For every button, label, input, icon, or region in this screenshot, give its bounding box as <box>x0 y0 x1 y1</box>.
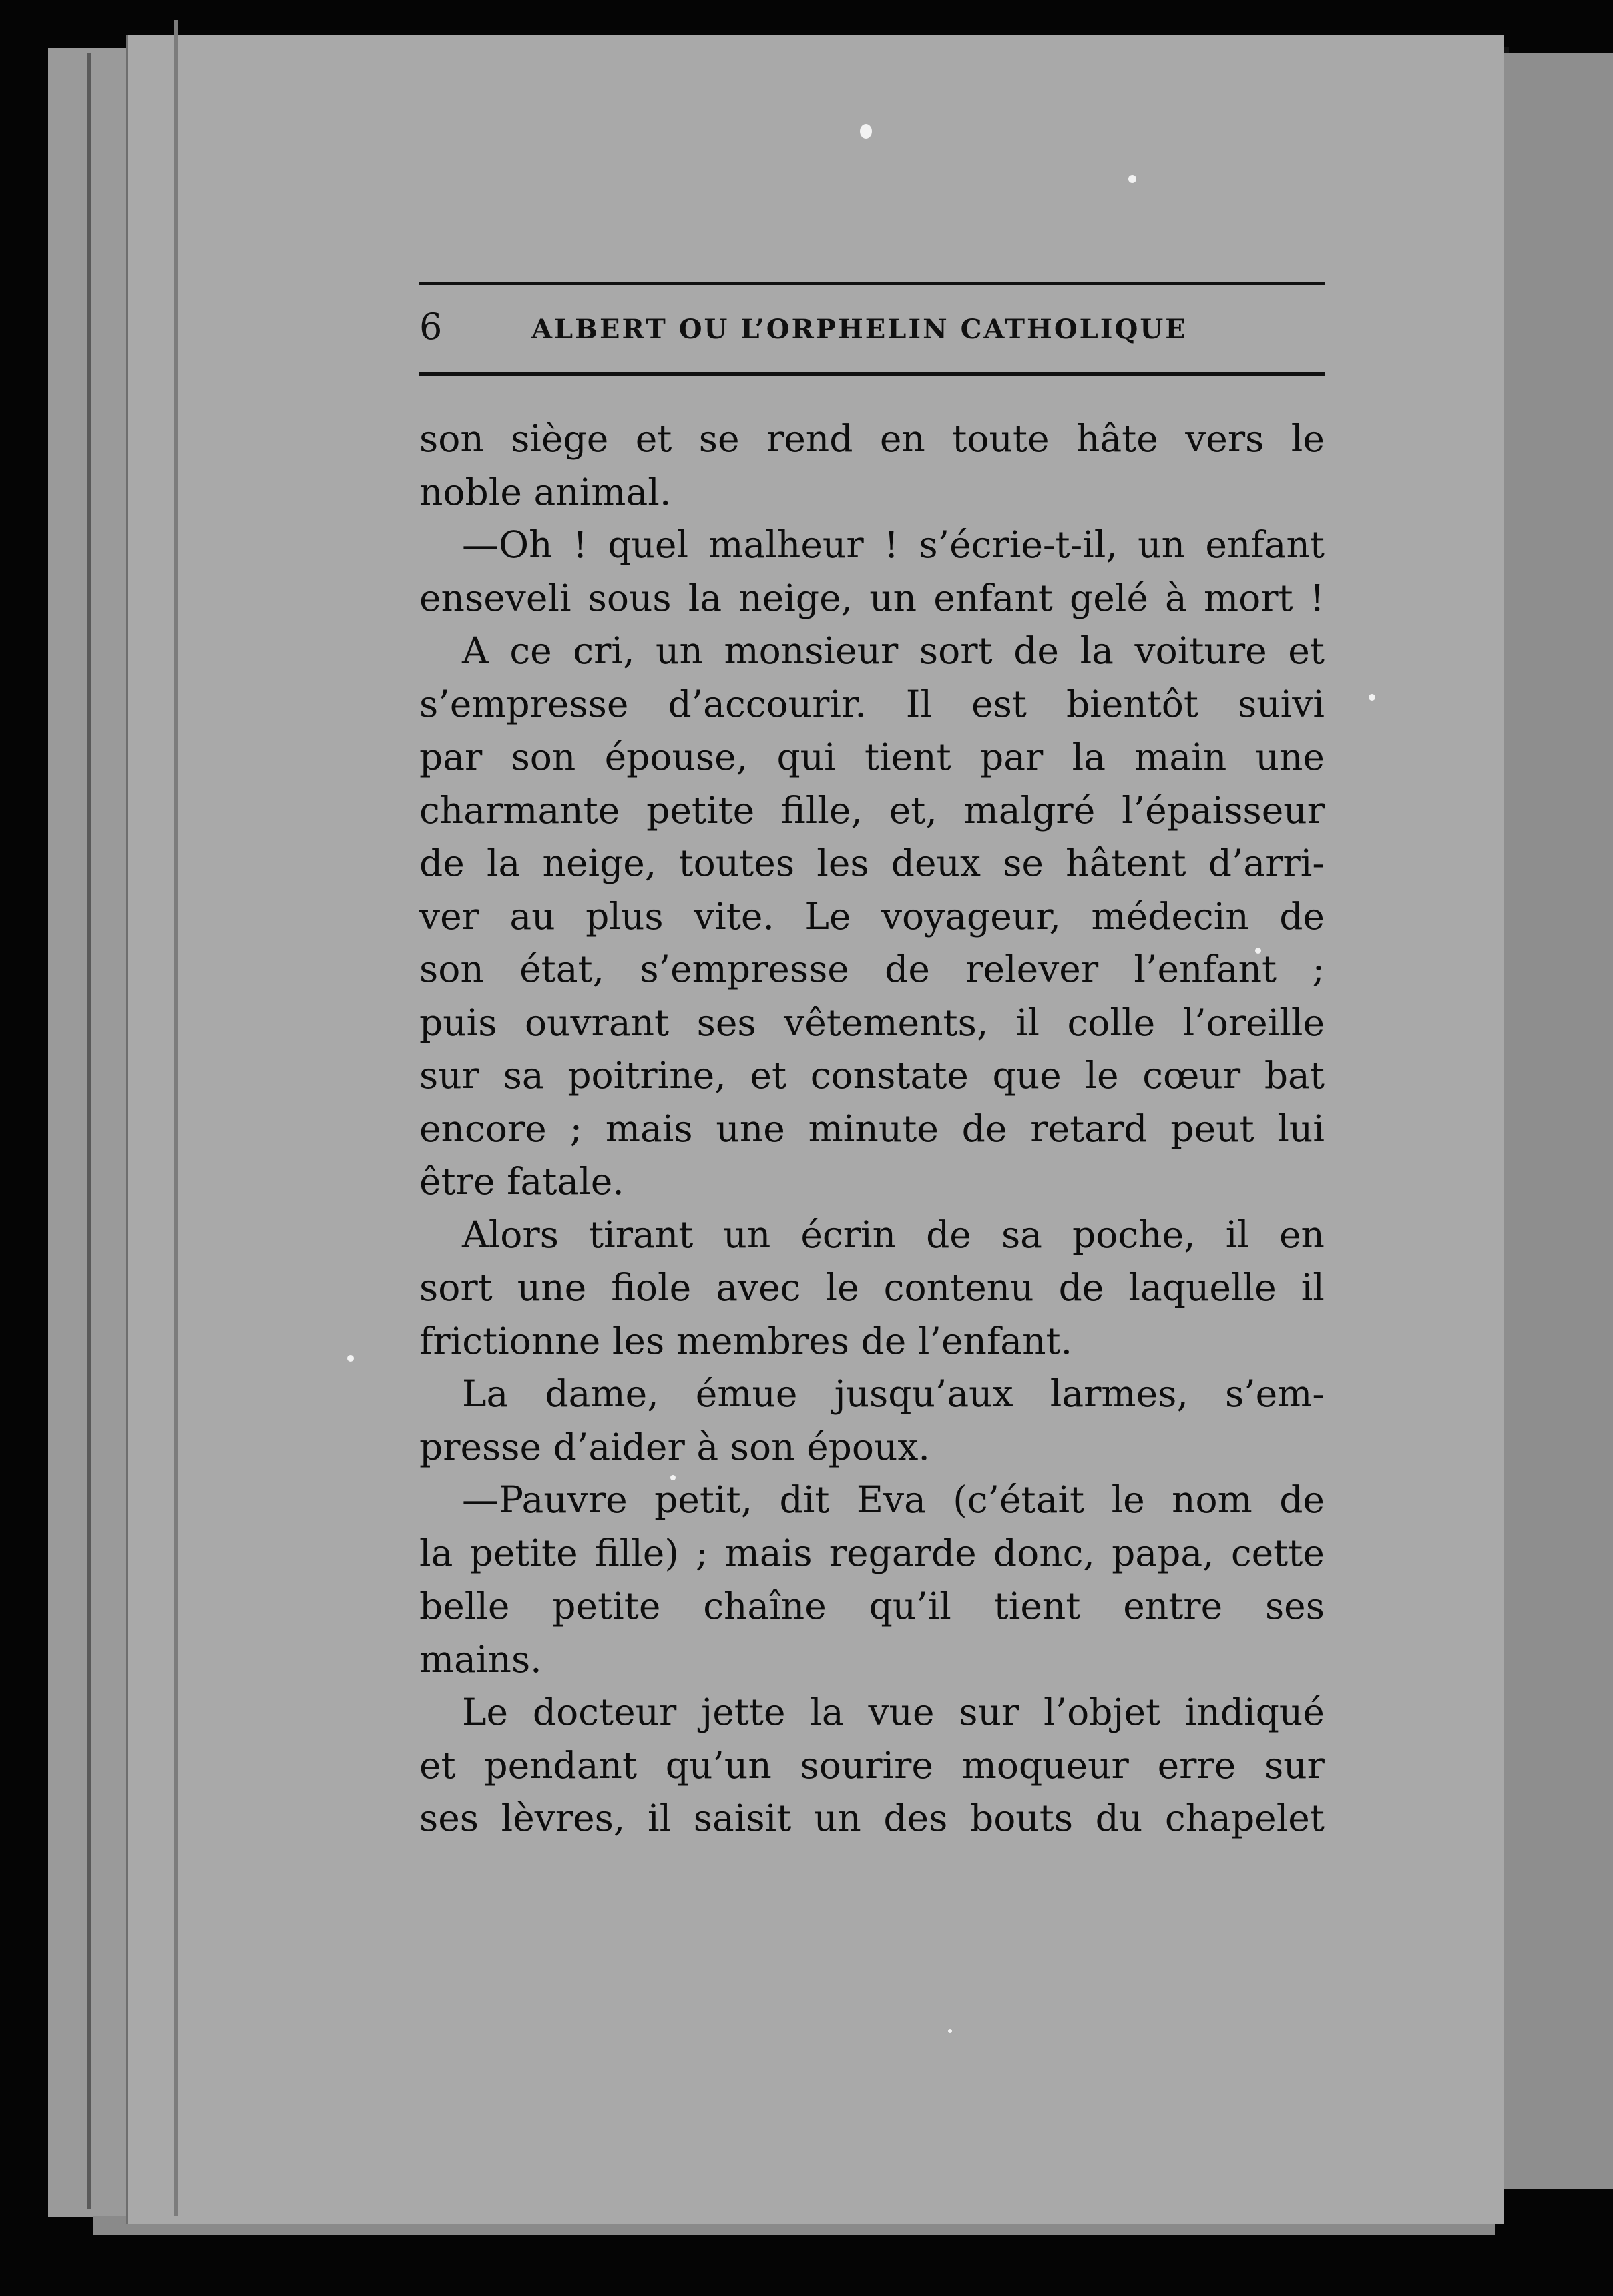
word: quel <box>608 523 689 566</box>
word: poitrine, <box>567 1054 726 1097</box>
word: petit, <box>654 1478 753 1521</box>
word: petite <box>646 788 755 832</box>
word: petite <box>469 1531 578 1574</box>
word: au <box>509 894 555 938</box>
word: fatale. <box>507 1160 624 1203</box>
word: la <box>419 1531 453 1574</box>
word: un <box>1138 523 1186 566</box>
word: bientôt <box>1066 682 1199 726</box>
word: ; <box>1312 948 1325 990</box>
word: donc, <box>993 1531 1095 1574</box>
word: d’arri- <box>1208 842 1325 884</box>
word: d’aider <box>553 1425 685 1468</box>
word: se <box>698 417 740 460</box>
word: hâtent <box>1066 842 1186 884</box>
word: mais <box>605 1107 693 1150</box>
word: et <box>635 417 672 460</box>
word: s’empresse <box>419 682 629 726</box>
word: ses <box>419 1797 479 1839</box>
word: Le <box>804 894 851 938</box>
word: la <box>1080 629 1114 672</box>
word: fiole <box>611 1266 692 1309</box>
word: de <box>1279 1478 1325 1521</box>
word: par <box>419 736 483 778</box>
word: l’oreille <box>1182 1000 1325 1044</box>
word: médecin <box>1091 894 1249 938</box>
word: dame, <box>545 1372 659 1415</box>
word: ver <box>419 894 479 938</box>
word: encore <box>419 1107 547 1150</box>
word: enfant <box>933 576 1053 619</box>
word: voiture <box>1134 629 1267 672</box>
word: ouvrant <box>524 1000 670 1044</box>
word: frictionne <box>419 1319 601 1362</box>
word: sa <box>1001 1213 1042 1256</box>
text-line <box>419 1633 1325 1687</box>
word: le <box>1111 1478 1145 1521</box>
word: le <box>825 1266 859 1309</box>
word: malgré <box>963 788 1096 832</box>
word: pendant <box>484 1743 638 1787</box>
word: papa, <box>1112 1531 1214 1574</box>
word: il <box>647 1797 672 1839</box>
word: à <box>696 1425 719 1468</box>
word: de <box>1279 894 1325 938</box>
word: ; <box>569 1107 583 1150</box>
word: et <box>419 1743 456 1787</box>
word: regarde <box>829 1531 977 1574</box>
word: la <box>688 576 722 619</box>
word: il <box>1015 1000 1040 1044</box>
word: ! <box>883 523 899 566</box>
word: l’enfant. <box>917 1319 1073 1362</box>
word: docteur <box>532 1691 677 1733</box>
text-line <box>419 678 1325 732</box>
word: retard <box>1030 1107 1148 1150</box>
word: petite <box>552 1585 661 1627</box>
word: un <box>813 1797 861 1839</box>
running-header <box>419 304 1325 350</box>
word: constate <box>810 1054 969 1097</box>
word: son <box>511 736 576 778</box>
header-rule-bottom <box>419 372 1325 376</box>
word: indiqué <box>1184 1691 1325 1733</box>
word: chapelet <box>1164 1797 1325 1839</box>
word: le <box>1085 1054 1119 1097</box>
word: cette <box>1230 1531 1325 1574</box>
word: qu’il <box>869 1585 951 1627</box>
word: minute <box>808 1107 939 1150</box>
left-page-edge <box>87 53 91 2209</box>
word: moqueur <box>961 1743 1129 1787</box>
word: le <box>1291 417 1325 460</box>
word: sur <box>1264 1743 1325 1787</box>
text-line <box>419 1209 1325 1262</box>
next-page-edge <box>1489 53 1613 2189</box>
word: un <box>723 1213 771 1256</box>
word: plus <box>586 894 664 938</box>
word: ses <box>1264 1585 1325 1627</box>
text-line <box>419 731 1325 784</box>
word: cœur <box>1142 1054 1241 1097</box>
word: lèvres, <box>501 1797 626 1839</box>
word: de <box>1013 629 1059 672</box>
word: et, <box>889 788 937 832</box>
word: cri, <box>573 629 635 672</box>
word: avec <box>716 1266 801 1309</box>
word: l’épaisseur <box>1122 788 1325 832</box>
text-line <box>419 1103 1325 1156</box>
word: de <box>861 1319 907 1362</box>
word: tirant <box>589 1213 694 1256</box>
word: puis <box>419 1000 497 1044</box>
word: sur <box>959 1691 1019 1733</box>
word: Le <box>462 1691 509 1733</box>
word: Eva <box>856 1478 926 1521</box>
word: de <box>885 948 930 990</box>
text-line <box>419 1421 1325 1474</box>
word: l’enfant <box>1134 948 1277 990</box>
word: neige, <box>738 576 853 619</box>
word: un <box>869 576 917 619</box>
text-line <box>419 1580 1325 1633</box>
word: et <box>750 1054 787 1097</box>
dust-speck <box>347 1355 354 1362</box>
word: La <box>462 1372 509 1415</box>
word: ; <box>696 1531 708 1574</box>
word: l’objet <box>1044 1691 1161 1733</box>
word: charmante <box>419 788 620 832</box>
word: enfant <box>1205 523 1325 566</box>
word: il <box>1225 1213 1249 1256</box>
page-number: 6 <box>419 306 443 348</box>
word: épouse, <box>604 736 748 778</box>
word: sort <box>419 1266 493 1309</box>
word: mains. <box>419 1637 542 1681</box>
text-line <box>419 1474 1325 1527</box>
text-line <box>419 1739 1325 1793</box>
word: que <box>992 1054 1062 1097</box>
word: nom <box>1172 1478 1252 1521</box>
word: voyageur, <box>881 894 1061 938</box>
dust-speck <box>948 2029 952 2033</box>
word: à <box>1165 576 1187 619</box>
running-title: ALBERT OU L’ORPHELIN CATHOLIQUE <box>531 314 1188 345</box>
word: la <box>810 1691 844 1733</box>
word: ! <box>1309 576 1325 619</box>
word: se <box>1003 842 1044 884</box>
word: ! <box>572 523 588 566</box>
word: rend <box>766 417 853 460</box>
word: neige, <box>542 842 657 884</box>
body-text <box>419 412 1325 1845</box>
text-line <box>419 784 1325 838</box>
word: malheur <box>708 523 864 566</box>
word: lui <box>1277 1107 1325 1150</box>
text-line <box>419 943 1325 996</box>
text-line <box>419 1155 1325 1209</box>
page-inner-edge-line <box>174 20 178 2216</box>
text-line <box>419 1368 1325 1421</box>
word: une <box>1255 736 1325 778</box>
word: ses <box>696 1000 756 1044</box>
word: —Pauvre <box>462 1478 628 1521</box>
word: toutes <box>678 842 795 884</box>
text-line <box>419 1261 1325 1315</box>
word: A <box>462 629 489 672</box>
text-line <box>419 1527 1325 1581</box>
text-line <box>419 1792 1325 1845</box>
word: sort <box>919 629 993 672</box>
word: presse <box>419 1425 542 1468</box>
word: sourire <box>800 1743 933 1787</box>
dust-speck <box>1128 175 1136 183</box>
word: qu’un <box>665 1743 772 1787</box>
word: entre <box>1123 1585 1223 1627</box>
word: deux <box>891 842 981 884</box>
dust-speck <box>1369 694 1375 701</box>
word: erre <box>1157 1743 1236 1787</box>
word: main <box>1134 736 1227 778</box>
word: fille) <box>594 1531 679 1574</box>
word: chaîne <box>703 1585 827 1627</box>
word: sur <box>419 1054 479 1097</box>
word: époux. <box>806 1425 930 1468</box>
word: gelé <box>1070 576 1148 619</box>
word: vêtements, <box>784 1000 989 1044</box>
word: d’accourir. <box>668 682 867 726</box>
word: s’empresse <box>640 948 849 990</box>
word: est <box>971 682 1027 726</box>
word: sa <box>503 1054 544 1097</box>
text-line <box>419 519 1325 572</box>
word: émue <box>695 1372 798 1415</box>
word: enseveli <box>419 576 571 619</box>
word: écrin <box>800 1213 897 1256</box>
word: son <box>419 417 484 460</box>
text-line <box>419 996 1325 1050</box>
word: suivi <box>1238 682 1325 726</box>
word: les <box>817 842 869 884</box>
word: être <box>419 1160 495 1203</box>
word: mort <box>1203 576 1293 619</box>
text-line <box>419 572 1325 625</box>
word: ce <box>509 629 552 672</box>
text-line <box>419 412 1325 466</box>
word: une <box>517 1266 587 1309</box>
text-line <box>419 1315 1325 1368</box>
word: état, <box>519 948 605 990</box>
word: il <box>1301 1266 1325 1309</box>
word: noble <box>419 470 522 513</box>
word: de <box>926 1213 971 1256</box>
word: s’écrie-t-il, <box>919 523 1118 566</box>
word: dit <box>779 1478 830 1521</box>
word: s’em- <box>1224 1372 1325 1415</box>
word: vers <box>1185 417 1264 460</box>
word: membres <box>676 1319 849 1362</box>
text-line <box>419 625 1325 678</box>
word: tient <box>993 1585 1081 1627</box>
word: siège <box>511 417 609 460</box>
word: en <box>879 417 925 460</box>
word: son <box>419 948 484 990</box>
word: qui <box>776 736 836 778</box>
header-rule-top <box>419 282 1325 285</box>
text-line <box>419 837 1325 890</box>
word: une <box>716 1107 785 1150</box>
word: poche, <box>1072 1213 1196 1256</box>
dust-speck <box>860 124 872 139</box>
word: mais <box>724 1531 813 1574</box>
word: Alors <box>462 1213 559 1256</box>
word: —Oh <box>462 523 553 566</box>
word: de <box>419 842 465 884</box>
text-line <box>419 466 1325 519</box>
text-line <box>419 1686 1325 1739</box>
word: jusqu’aux <box>834 1372 1013 1415</box>
word: vite. <box>694 894 774 938</box>
word: (c’était <box>953 1478 1085 1521</box>
word: la <box>1072 736 1106 778</box>
word: saisit <box>693 1797 792 1839</box>
word: un <box>656 629 703 672</box>
word: sous <box>588 576 672 619</box>
word: toute <box>952 417 1050 460</box>
word: hâte <box>1076 417 1158 460</box>
word: des <box>883 1797 948 1839</box>
word: monsieur <box>724 629 899 672</box>
word: de <box>1058 1266 1104 1309</box>
word: peut <box>1170 1107 1254 1150</box>
word: larmes, <box>1050 1372 1188 1415</box>
word: colle <box>1067 1000 1156 1044</box>
word: la <box>486 842 521 884</box>
word: par <box>980 736 1044 778</box>
word: Il <box>905 682 933 726</box>
word: jette <box>701 1691 786 1733</box>
word: en <box>1279 1213 1325 1256</box>
word: vue <box>868 1691 935 1733</box>
word: les <box>612 1319 665 1362</box>
word: contenu <box>883 1266 1034 1309</box>
word: son <box>730 1425 795 1468</box>
word: du <box>1095 1797 1143 1839</box>
word: bouts <box>969 1797 1074 1839</box>
word: relever <box>965 948 1099 990</box>
word: belle <box>419 1585 510 1627</box>
word: et <box>1288 629 1325 672</box>
word: bat <box>1264 1054 1325 1097</box>
word: animal. <box>533 470 672 513</box>
text-line <box>419 890 1325 944</box>
word: laquelle <box>1128 1266 1277 1309</box>
word: de <box>961 1107 1007 1150</box>
word: fille, <box>781 788 863 832</box>
text-line <box>419 1049 1325 1103</box>
word: tient <box>864 736 951 778</box>
